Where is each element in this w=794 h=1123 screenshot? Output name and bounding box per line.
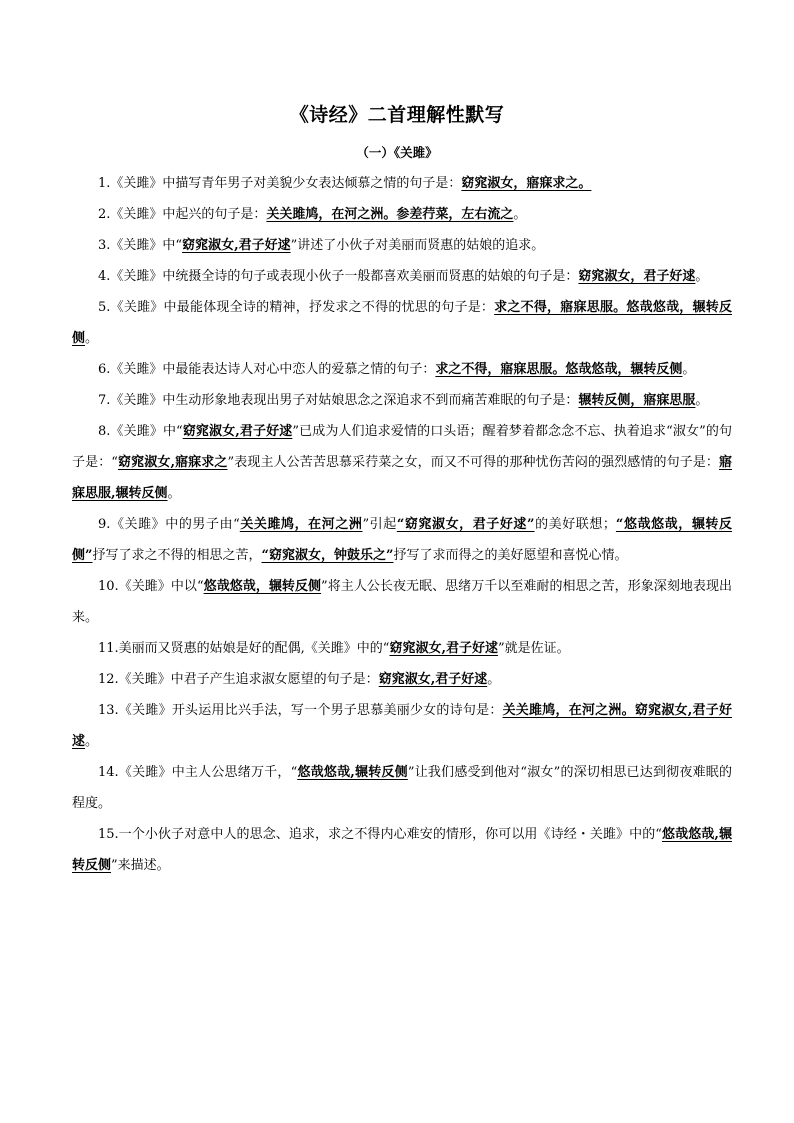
question-text: 6.《关雎》中最能表达诗人对心中恋人的爱慕之情的句子： bbox=[98, 362, 436, 377]
answer-text: 窈窕淑女,君子好逑 bbox=[182, 424, 293, 439]
answer-text: 悠哉悠哉,辗转反侧 bbox=[297, 765, 408, 780]
question-text: 。 bbox=[85, 734, 99, 749]
question-item bbox=[72, 819, 732, 881]
question-text: 10.《关雎》中以“ bbox=[98, 579, 204, 594]
question-text: ”将主人公长夜无眠、思绪万千以至难耐的相思之苦，形象深刻地表现出来。 bbox=[72, 579, 732, 625]
answer-text: 窈窕淑女，君子好逑 bbox=[578, 269, 696, 284]
answer-text: 关关雎鸠，在河之洲 bbox=[239, 517, 363, 532]
question-text: 7.《关雎》中生动形象地表现出男子对姑娘思念之深追求不到而痛苦难眠的句子是： bbox=[98, 393, 579, 408]
question-text: 。 bbox=[695, 393, 709, 408]
question-text: 。 bbox=[695, 269, 709, 284]
question-text: 14.《关雎》中主人公思绪万千，“ bbox=[98, 765, 298, 780]
question-item bbox=[72, 695, 732, 757]
question-text: 4.《关雎》中统摄全诗的句子或表现小伙子一般都喜欢美丽而贤惠的姑娘的句子是： bbox=[98, 269, 579, 284]
question-item bbox=[72, 416, 732, 509]
question-text: 12.《关雎》中君子产生追求淑女愿望的句子是： bbox=[98, 672, 379, 687]
section-subtitle: （一）《关雎》 bbox=[356, 145, 438, 160]
question-text: 9.《关雎》中的男子由“ bbox=[98, 517, 240, 532]
question-item bbox=[72, 509, 732, 571]
answer-text: 悠哉悠哉,辗转反侧 bbox=[72, 827, 732, 873]
answer-text: 求之不得，寤寐思服。悠哉悠哉，辗转反侧 bbox=[72, 300, 732, 346]
question-text: 。 bbox=[85, 331, 99, 346]
answer-text: 窈窕淑女,君子好逑 bbox=[378, 672, 488, 687]
answer-text: “窈窕淑女，钟鼓乐之” bbox=[261, 548, 394, 563]
question-item bbox=[72, 633, 732, 664]
question-item bbox=[72, 230, 732, 261]
question-text: ”引起 bbox=[362, 517, 397, 532]
question-item bbox=[72, 354, 732, 385]
answer-text: 辗转反侧，寤寐思服 bbox=[578, 393, 696, 408]
question-text: 15.一个小伙子对意中人的思念、追求，求之不得内心难安的情形，你可以用《诗经・关雎》中的“ bbox=[98, 827, 662, 842]
question-text: 5.《关雎》中最能体现全诗的精神，抒发求之不得的忧思的句子是： bbox=[98, 300, 495, 315]
question-text: 。 bbox=[682, 362, 696, 377]
question-item bbox=[72, 757, 732, 819]
answer-text: “窈窕淑女，君子好逑” bbox=[396, 517, 535, 532]
answer-text: 悠哉悠哉，辗转反侧 bbox=[203, 579, 322, 594]
question-text: ”讲述了小伙子对美丽而贤惠的姑娘的追求。 bbox=[290, 238, 545, 253]
question-item bbox=[72, 168, 732, 199]
question-text: 13.《关雎》开头运用比兴手法，写一个男子思慕美丽少女的诗句是： bbox=[98, 703, 503, 718]
question-text: ”已成为人们追求爱情的口头语；醒着梦着都念念不忘、执着追求“淑女”的句子是：“ bbox=[72, 424, 732, 470]
question-text: ”来描述。 bbox=[111, 858, 170, 873]
question-text: 。 bbox=[167, 486, 181, 501]
answer-text: 关关雎鸠，在河之洲。窈窕淑女,君子好逑 bbox=[72, 703, 732, 749]
question-text: ”就是佐证。 bbox=[497, 641, 570, 656]
question-text: 1.《关雎》中描写青年男子对美貌少女表达倾慕之情的句子是： bbox=[98, 176, 462, 191]
question-text: 。 bbox=[487, 672, 501, 687]
question-text: 的美好联想； bbox=[534, 517, 616, 532]
question-item bbox=[72, 292, 732, 354]
question-text: 抒写了求而得之的美好愿望和喜悦心情。 bbox=[393, 548, 628, 563]
page-title: 《诗经》二首理解性默写 bbox=[289, 104, 505, 126]
answer-text: 窈窕淑女,君子好逑 bbox=[389, 641, 498, 656]
answer-text: 关关雎鸠，在河之洲。参差荇菜，左右流之 bbox=[266, 207, 514, 222]
question-item bbox=[72, 385, 732, 416]
answer-text: 窈窕淑女,君子好逑 bbox=[182, 238, 291, 253]
question-item bbox=[72, 571, 732, 633]
answer-text: 寤寐思服,辗转反侧 bbox=[72, 455, 732, 501]
answer-text: 窈窕淑女，寤寐求之。 bbox=[461, 176, 592, 191]
question-text: ”让我们感受到他对“淑女”的深切相思已达到彻夜难眠的程度。 bbox=[72, 765, 732, 811]
question-text: ”表现主人公苦苦思慕采荇菜之女，而又不可得的那种忧伤苦闷的强烈感情的句子是： bbox=[227, 455, 719, 470]
answer-text: 求之不得，寤寐思服。悠哉悠哉，辗转反侧 bbox=[435, 362, 683, 377]
question-list bbox=[72, 168, 732, 881]
question-text: 3.《关雎》中“ bbox=[98, 238, 183, 253]
question-item bbox=[72, 199, 732, 230]
answer-text: 窈窕淑女,寤寐求之 bbox=[117, 455, 228, 470]
question-text: 抒写了求之不得的相思之苦， bbox=[92, 548, 262, 563]
question-text: 8.《关雎》中“ bbox=[98, 424, 183, 439]
question-text: 2.《关雎》中起兴的句子是： bbox=[98, 207, 267, 222]
question-text: 。 bbox=[513, 207, 527, 222]
question-item bbox=[72, 261, 732, 292]
answer-text: “悠哉悠哉，辗转反侧” bbox=[72, 517, 732, 563]
question-item bbox=[72, 664, 732, 695]
question-text: 11.美丽而又贤惠的姑娘是好的配偶,《关雎》中的“ bbox=[98, 641, 390, 656]
